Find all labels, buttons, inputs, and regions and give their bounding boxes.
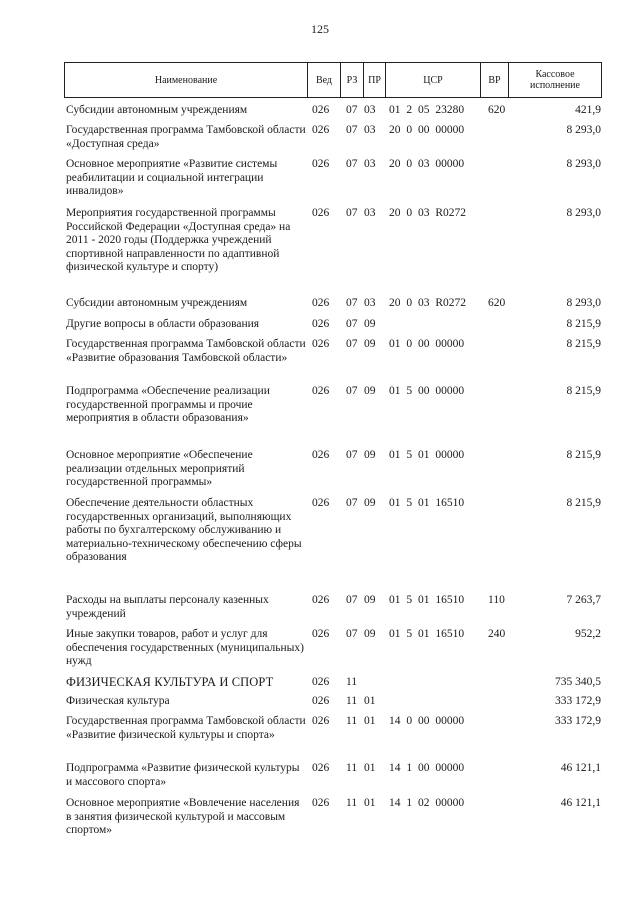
row-pr: 09 bbox=[364, 318, 376, 330]
row-ved: 026 bbox=[312, 449, 330, 461]
row-ved: 026 bbox=[312, 158, 330, 170]
row-pr: 03 bbox=[364, 158, 376, 170]
row-ved: 026 bbox=[312, 297, 330, 309]
row-rz: 11 bbox=[346, 797, 358, 809]
row-name: ФИЗИЧЕСКАЯ КУЛЬТУРА И СПОРТ bbox=[66, 675, 274, 689]
row-csr: 01 5 00 00000 bbox=[389, 385, 465, 397]
row-name: Государственная программа Тамбовской области «Развитие физической культуры и спорта» bbox=[66, 715, 306, 741]
row-rz: 07 bbox=[346, 628, 358, 640]
row-csr: 14 1 00 00000 bbox=[389, 762, 465, 774]
row-name: Основное мероприятие «Развитие системы реабилитации и социальной интеграции инвалидов» bbox=[66, 158, 278, 197]
row-sum: 8 215,9 bbox=[566, 385, 601, 397]
row-sum: 8 293,0 bbox=[566, 207, 601, 219]
row-rz: 07 bbox=[346, 297, 358, 309]
row-csr: 01 5 01 16510 bbox=[389, 628, 465, 640]
row-rz: 07 bbox=[346, 497, 358, 509]
row-sum: 952,2 bbox=[575, 628, 601, 640]
row-sum: 8 293,0 bbox=[566, 158, 601, 170]
row-rz: 07 bbox=[346, 207, 358, 219]
col-header-name: Наименование bbox=[154, 74, 218, 86]
col-header-vr: ВР bbox=[480, 63, 508, 97]
row-ved: 026 bbox=[312, 338, 330, 350]
row-ved: 026 bbox=[312, 676, 330, 688]
row-rz: 11 bbox=[346, 676, 358, 688]
row-name: Мероприятия государственной программы Российской Федерации «Доступная среда» на 2011 - 2020 годы (Поддержка учреждений спортивной направленности по адаптивной физической культуре и спорту) bbox=[66, 207, 291, 273]
row-name: Физическая культура bbox=[66, 695, 170, 707]
row-csr: 01 2 05 23280 bbox=[389, 104, 465, 116]
row-name: Расходы на выплаты персоналу казенных учреждений bbox=[66, 594, 269, 620]
row-name: Основное мероприятие «Вовлечение населения в занятия физической культурой и массовым спортом» bbox=[66, 797, 300, 836]
row-sum: 46 121,1 bbox=[560, 797, 601, 809]
row-rz: 11 bbox=[346, 715, 358, 727]
row-ved: 026 bbox=[312, 594, 330, 606]
row-name: Субсидии автономным учреждениям bbox=[66, 297, 248, 309]
row-pr: 03 bbox=[364, 297, 376, 309]
col-header-rz: РЗ bbox=[340, 63, 363, 97]
row-ved: 026 bbox=[312, 124, 330, 136]
row-rz: 07 bbox=[346, 318, 358, 330]
row-ved: 026 bbox=[312, 797, 330, 809]
row-sum: 8 215,9 bbox=[566, 497, 601, 509]
row-csr: 20 0 00 00000 bbox=[389, 124, 465, 136]
row-ved: 026 bbox=[312, 385, 330, 397]
row-name: Субсидии автономным учреждениям bbox=[66, 104, 248, 116]
row-name: Государственная программа Тамбовской области «Доступная среда» bbox=[66, 124, 306, 150]
row-name: Основное мероприятие «Обеспечение реализации отдельных мероприятий государственной программы» bbox=[66, 449, 253, 488]
row-rz: 07 bbox=[346, 449, 358, 461]
row-pr: 03 bbox=[364, 124, 376, 136]
row-rz: 07 bbox=[346, 104, 358, 116]
row-ved: 026 bbox=[312, 695, 330, 707]
row-pr: 09 bbox=[364, 497, 376, 509]
row-sum: 46 121,1 bbox=[560, 762, 601, 774]
row-sum: 333 172,9 bbox=[555, 695, 601, 707]
row-pr: 09 bbox=[364, 449, 376, 461]
row-pr: 01 bbox=[364, 762, 376, 774]
row-name: Подпрограмма «Обеспечение реализации государственной программы и прочие мероприятия в области образования» bbox=[66, 385, 270, 424]
row-ved: 026 bbox=[312, 762, 330, 774]
row-ved: 026 bbox=[312, 318, 330, 330]
row-csr: 20 0 03 R0272 bbox=[389, 297, 467, 309]
row-pr: 09 bbox=[364, 338, 376, 350]
row-rz: 07 bbox=[346, 124, 358, 136]
row-csr: 01 5 01 16510 bbox=[389, 497, 465, 509]
col-header-pr: ПР bbox=[363, 63, 385, 97]
row-vr: 240 bbox=[488, 628, 506, 640]
row-vr: 620 bbox=[488, 104, 506, 116]
row-vr: 110 bbox=[488, 594, 505, 606]
row-csr: 14 1 02 00000 bbox=[389, 797, 465, 809]
row-csr: 14 0 00 00000 bbox=[389, 715, 465, 727]
row-sum: 735 340,5 bbox=[555, 676, 601, 688]
page-number: 125 bbox=[311, 22, 329, 36]
row-sum: 8 293,0 bbox=[566, 124, 601, 136]
row-csr: 01 5 01 00000 bbox=[389, 449, 465, 461]
row-name: Государственная программа Тамбовской области «Развитие образования Тамбовской области» bbox=[66, 338, 306, 364]
row-ved: 026 bbox=[312, 207, 330, 219]
row-pr: 09 bbox=[364, 385, 376, 397]
row-vr: 620 bbox=[488, 297, 506, 309]
row-pr: 09 bbox=[364, 628, 376, 640]
row-name: Иные закупки товаров, работ и услуг для обеспечения государственных (муниципальных) нужд bbox=[66, 628, 304, 667]
row-sum: 8 215,9 bbox=[566, 338, 601, 350]
row-sum: 7 263,7 bbox=[566, 594, 601, 606]
row-name: Другие вопросы в области образования bbox=[66, 318, 260, 330]
row-ved: 026 bbox=[312, 104, 330, 116]
row-pr: 01 bbox=[364, 695, 376, 707]
row-csr: 20 0 03 00000 bbox=[389, 158, 465, 170]
row-ved: 026 bbox=[312, 628, 330, 640]
row-pr: 01 bbox=[364, 715, 376, 727]
row-rz: 07 bbox=[346, 594, 358, 606]
col-header-csr: ЦСР bbox=[385, 63, 480, 97]
row-rz: 11 bbox=[346, 695, 358, 707]
col-header-sum: Кассовое исполнение bbox=[508, 63, 601, 97]
row-sum: 8 215,9 bbox=[566, 449, 601, 461]
row-pr: 03 bbox=[364, 207, 376, 219]
row-rz: 07 bbox=[346, 158, 358, 170]
row-rz: 11 bbox=[346, 762, 358, 774]
row-ved: 026 bbox=[312, 497, 330, 509]
row-csr: 01 0 00 00000 bbox=[389, 338, 465, 350]
row-ved: 026 bbox=[312, 715, 330, 727]
row-name: Обеспечение деятельности областных государственных организаций, выполняющих работы по бухгалтерскому обслуживанию и материально-техническому обеспечению сферы образования bbox=[66, 497, 302, 563]
row-rz: 07 bbox=[346, 338, 358, 350]
row-sum: 421,9 bbox=[575, 104, 601, 116]
col-header-ved: Вед bbox=[307, 63, 340, 97]
row-rz: 07 bbox=[346, 385, 358, 397]
row-name: Подпрограмма «Развитие физической культуры и массового спорта» bbox=[66, 762, 300, 788]
row-pr: 03 bbox=[364, 104, 376, 116]
row-pr: 01 bbox=[364, 797, 376, 809]
row-sum: 333 172,9 bbox=[555, 715, 601, 727]
table-header bbox=[64, 62, 602, 98]
row-pr: 09 bbox=[364, 594, 376, 606]
row-csr: 20 0 03 R0272 bbox=[389, 207, 467, 219]
row-sum: 8 293,0 bbox=[566, 297, 601, 309]
row-csr: 01 5 01 16510 bbox=[389, 594, 465, 606]
row-sum: 8 215,9 bbox=[566, 318, 601, 330]
